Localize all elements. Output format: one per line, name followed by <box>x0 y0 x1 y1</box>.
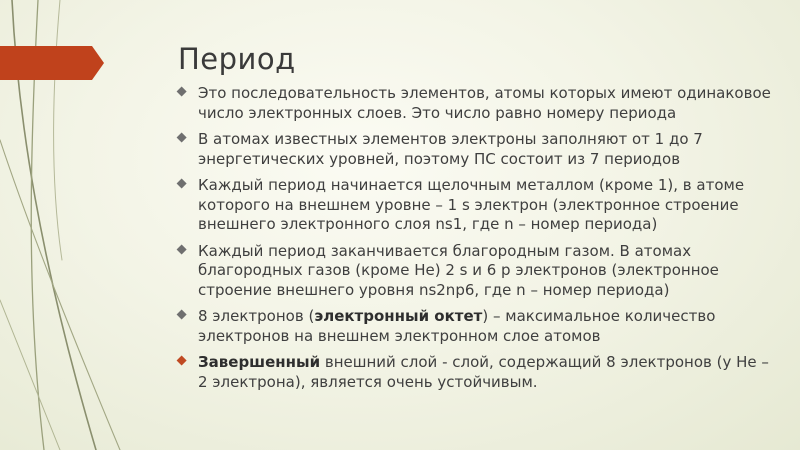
list-item <box>176 242 776 301</box>
bullet-icon: ⯁ <box>176 242 188 259</box>
item-text: Это последовательность элементов, атомы которых имеют одинаковое число электронных слоев. Это число равно номеру периода <box>198 84 771 122</box>
bullet-icon: ⯁ <box>176 177 188 193</box>
item-text-pre: 8 электронов ( <box>198 307 315 325</box>
item-text-post: внешний слой - слой, содержащий 8 электронов (у He – 2 электрона), является очень устойчивым. <box>198 353 769 391</box>
slide-title: Период <box>178 42 296 76</box>
item-text: В атомах известных элементов электроны заполняют от 1 до 7 энергетических уровней, поэтому ПС состоит из 7 периодов <box>198 130 703 168</box>
bullet-icon: ⯁ <box>176 85 188 101</box>
item-text-post: ) – максимальное количество электронов на внешнем электронном слое атомов <box>198 307 716 345</box>
list-item <box>176 307 776 346</box>
item-text: Каждый период начинается щелочным металлом (кроме 1), в атоме которого на внешнем уровне – 1 s электрон (электронное строение внешнего электронного слоя ns1, где n – номер периода) <box>198 176 745 233</box>
item-text-bold: Завершенный <box>198 353 321 371</box>
bullet-icon: ⯁ <box>176 131 188 147</box>
item-text: Каждый период заканчивается благородным газом. В атомах благородных газов (кроме He) 2 s и 6 p электронов (электронное строение внешнего уровня ns2np6, где n – номер периода) <box>198 241 719 299</box>
title-accent-bar <box>0 46 104 80</box>
list-item <box>176 176 776 235</box>
list-item <box>176 130 776 169</box>
bullet-icon: ⯁ <box>176 308 188 324</box>
bullet-icon: ⯁ <box>176 354 188 370</box>
list-item <box>176 84 776 123</box>
bullet-list <box>176 84 776 399</box>
list-item <box>176 353 776 392</box>
item-text-bold: электронный октет <box>314 307 483 325</box>
